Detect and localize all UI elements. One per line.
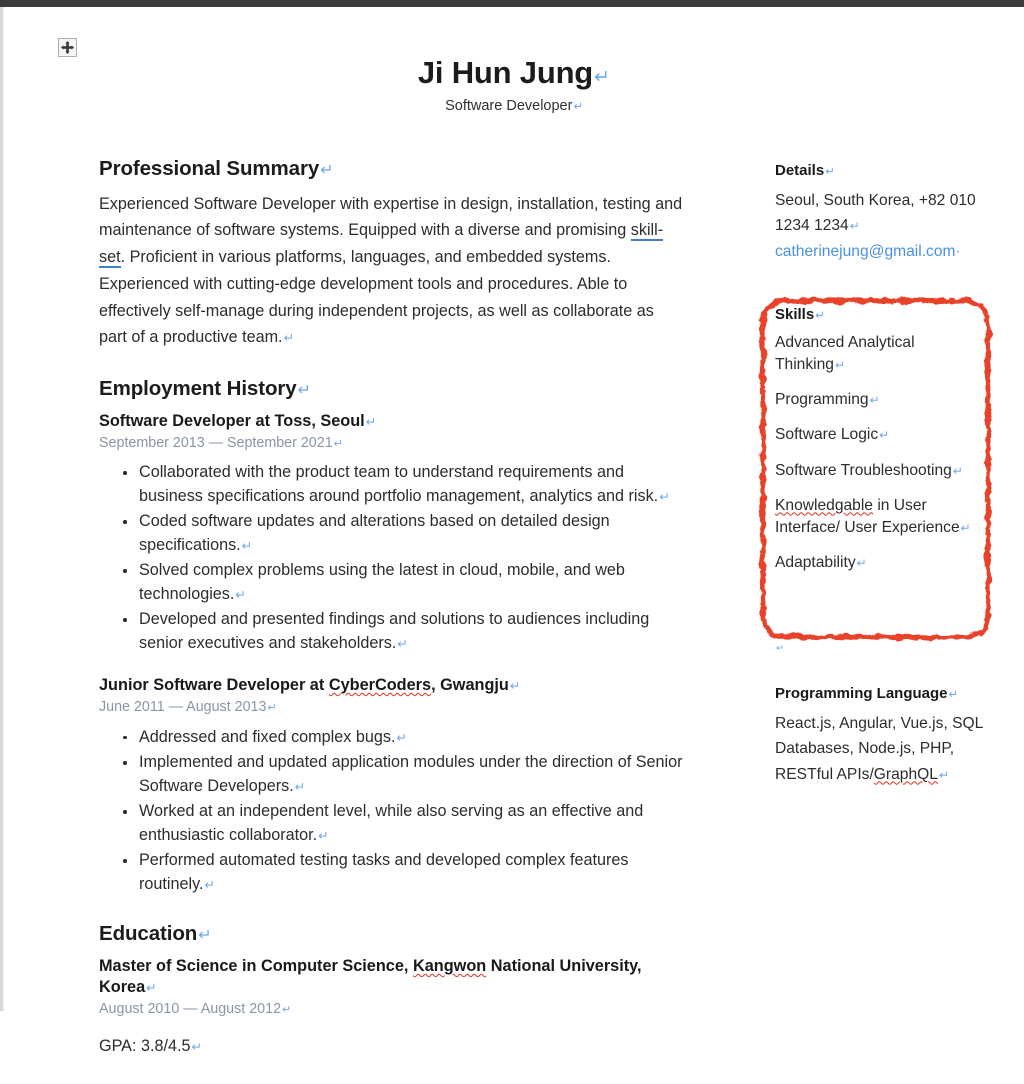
job-bullet-list	[99, 461, 684, 655]
bullet-text: Addressed and fixed complex bugs.	[139, 727, 396, 746]
document-header	[4, 55, 1024, 115]
bullet-text: Worked at an independent level, while also serving as an effective and enthusiastic collaborator.	[139, 802, 644, 844]
paragraph-mark-icon: ↵	[659, 489, 670, 504]
paragraph-mark-icon: ↵	[879, 428, 890, 443]
skill-text: in User Interface/ User Experience	[775, 496, 960, 536]
contact-location-phone-text: Seoul, South Korea, +82 010 1234 1234	[775, 192, 976, 235]
job-dates	[99, 434, 684, 453]
skill-text: Software Logic	[775, 426, 879, 444]
list-item	[775, 552, 980, 574]
bullet-text: Implemented and updated application modules under the direction of Senior Software Developers.	[139, 753, 683, 795]
bullet-text: Collaborated with the product team to understand requirements and business specifications around portfolio management, analytics and risk.	[139, 463, 659, 505]
list-item	[139, 510, 684, 557]
candidate-role	[4, 98, 1024, 115]
contact-location-phone	[775, 188, 990, 239]
list-item	[139, 559, 684, 606]
candidate-role-text: Software Developer	[445, 97, 573, 114]
paragraph-mark-icon: ↵	[365, 413, 377, 429]
spell-flagged-kangwon[interactable]: Kangwon	[412, 956, 487, 975]
summary-part-2: . Proficient in various platforms, languages, and embedded systems. Experienced with cutting-edge development tools and procedures. Able to effectively self-manage during independent projects, as well as collaborate as part of a productive team.	[99, 248, 654, 347]
list-item	[139, 726, 684, 749]
paragraph-mark-icon: ↵	[594, 67, 611, 88]
skill-text: Programming	[775, 391, 869, 409]
paragraph-mark-icon: ↵	[204, 877, 216, 892]
paragraph-mark-icon: ↵	[869, 393, 880, 408]
list-item	[139, 461, 684, 508]
education-gpa	[99, 1035, 684, 1058]
skill-text: Adaptability	[775, 553, 856, 571]
programming-language-text	[775, 711, 990, 787]
list-item	[139, 849, 684, 896]
job-title-prefix: Junior Software Developer at	[99, 676, 329, 695]
list-item	[775, 495, 980, 539]
sidebar-heading-programming-language	[775, 685, 990, 703]
paragraph-mark-icon: ↵	[396, 730, 408, 745]
paragraph-mark-icon: ↵	[282, 1004, 292, 1017]
job-title-suffix: , Gwangju	[431, 676, 509, 695]
professional-summary-text	[99, 191, 684, 351]
job-title-text: Software Developer at Toss, Seoul	[99, 411, 365, 430]
job-title	[99, 411, 684, 432]
paragraph-mark-icon: ↵	[297, 382, 311, 399]
paragraph-mark-icon: ↵	[856, 555, 867, 570]
sidebar-skills-block	[775, 306, 980, 574]
sidebar-heading-details	[775, 162, 990, 180]
job-title	[99, 675, 684, 696]
sidebar-heading-text: Programming Language	[775, 685, 948, 702]
paragraph-mark-icon: ↵	[241, 538, 253, 553]
list-item	[139, 800, 684, 847]
section-professional-summary	[99, 157, 684, 351]
education-dates	[99, 1000, 684, 1019]
paragraph-mark-icon: ↵	[267, 702, 277, 715]
list-item	[775, 424, 980, 446]
section-heading-professional-summary	[99, 157, 684, 182]
section-heading-text: Professional Summary	[99, 157, 320, 180]
paragraph-mark-icon: ↵	[938, 767, 950, 782]
sidebar-details-block	[775, 162, 990, 264]
paragraph-mark-icon: ↵	[320, 162, 334, 179]
bullet-text: Developed and presented findings and solutions to audiences including senior executives and stakeholders.	[139, 610, 650, 652]
grammar-flagged-skill-set[interactable]: skill-set	[99, 221, 664, 267]
job-bullet-list	[99, 726, 684, 896]
paragraph-mark-icon: ↵	[776, 643, 784, 653]
paragraph-mark-icon: ↵	[815, 309, 825, 322]
skill-text: Software Troubleshooting	[775, 461, 952, 479]
paragraph-mark-icon: ↵	[834, 358, 846, 373]
job-dates-text: September 2013 — September 2021	[99, 434, 333, 451]
section-education	[99, 922, 684, 1058]
sidebar-heading-text: Details	[775, 162, 825, 179]
spell-flagged-graphql[interactable]: GraphQL	[873, 765, 938, 783]
paragraph-mark-icon: ↵	[825, 165, 835, 178]
main-content-column	[99, 157, 684, 1084]
summary-part-1: Experienced Software Developer with expertise in design, installation, testing and maintenance of software systems. Equipped with a diverse and promising	[99, 194, 683, 240]
section-heading-text: Education	[99, 922, 198, 946]
spell-flagged-cybercoders[interactable]: CyberCoders	[328, 676, 432, 695]
paragraph-mark-icon: ↵	[948, 688, 959, 701]
sidebar-heading-text: Skills	[775, 306, 815, 323]
paragraph-mark-icon: ↵	[146, 980, 157, 996]
paragraph-mark-icon: ↵	[397, 636, 408, 651]
section-heading-employment-history	[99, 377, 684, 402]
bullet-text: Solved complex problems using the latest in cloud, mobile, and web technologies.	[139, 561, 625, 603]
degree-prefix: Master of Science in Computer Science,	[99, 956, 413, 975]
list-item	[139, 751, 684, 798]
section-heading-education	[99, 922, 684, 947]
programming-language-prefix: React.js, Angular, Vue.js, SQL Databases, Node.js, PHP, RESTful APIs/	[775, 715, 983, 783]
list-item	[775, 332, 980, 376]
section-heading-text: Employment History	[99, 377, 297, 400]
skills-trailing-paragraph-mark	[775, 640, 784, 654]
paragraph-mark-icon: ↵	[294, 779, 306, 794]
document-page	[4, 7, 1024, 1055]
paragraph-mark-icon: ↵	[191, 1039, 203, 1054]
bullet-text: Coded software updates and alterations based on detailed design specifications.	[139, 512, 610, 554]
sidebar-heading-skills	[775, 306, 980, 324]
education-gpa-text: GPA: 3.8/4.5	[99, 1036, 191, 1055]
list-item	[775, 460, 980, 482]
paragraph-mark-icon: ↵	[849, 219, 860, 234]
paragraph-mark-icon: ↵	[573, 100, 583, 113]
window-titlebar-strip	[0, 0, 1024, 7]
sidebar-programming-language-block	[775, 685, 990, 787]
paragraph-mark-icon: ↵	[509, 678, 521, 694]
job-dates-text: June 2011 — August 2013	[99, 699, 267, 716]
contact-email-row: catherinejung@gmail.com·	[775, 242, 961, 260]
job-dates	[99, 698, 684, 717]
paragraph-mark-icon: ↵	[198, 927, 212, 945]
paragraph-mark-icon: ↵	[283, 331, 295, 346]
spell-flagged-knowledgable[interactable]: Knowledgable	[775, 496, 873, 514]
degree-suffix: National University, Korea	[99, 956, 642, 997]
job-entry	[99, 675, 684, 896]
degree-title	[99, 956, 684, 998]
job-entry	[99, 411, 684, 656]
paragraph-mark-icon: ↵	[318, 828, 329, 843]
paragraph-mark-icon: ↵	[333, 437, 344, 450]
paragraph-mark-icon: ↵	[952, 463, 964, 478]
section-employment-history	[99, 377, 684, 896]
list-item	[139, 608, 684, 655]
skill-text: Advanced Analytical Thinking	[775, 334, 915, 374]
education-dates-text: August 2010 — August 2012	[99, 1001, 282, 1018]
email-link[interactable]: catherinejung@gmail.com	[775, 242, 956, 260]
list-item	[775, 389, 980, 411]
candidate-name-text: Ji Hun Jung	[417, 55, 594, 90]
bullet-text: Performed automated testing tasks and developed complex features routinely.	[139, 851, 629, 893]
candidate-name	[4, 55, 1024, 91]
paragraph-mark-icon: ↵	[960, 520, 971, 535]
paragraph-mark-icon: ↵	[235, 587, 246, 602]
